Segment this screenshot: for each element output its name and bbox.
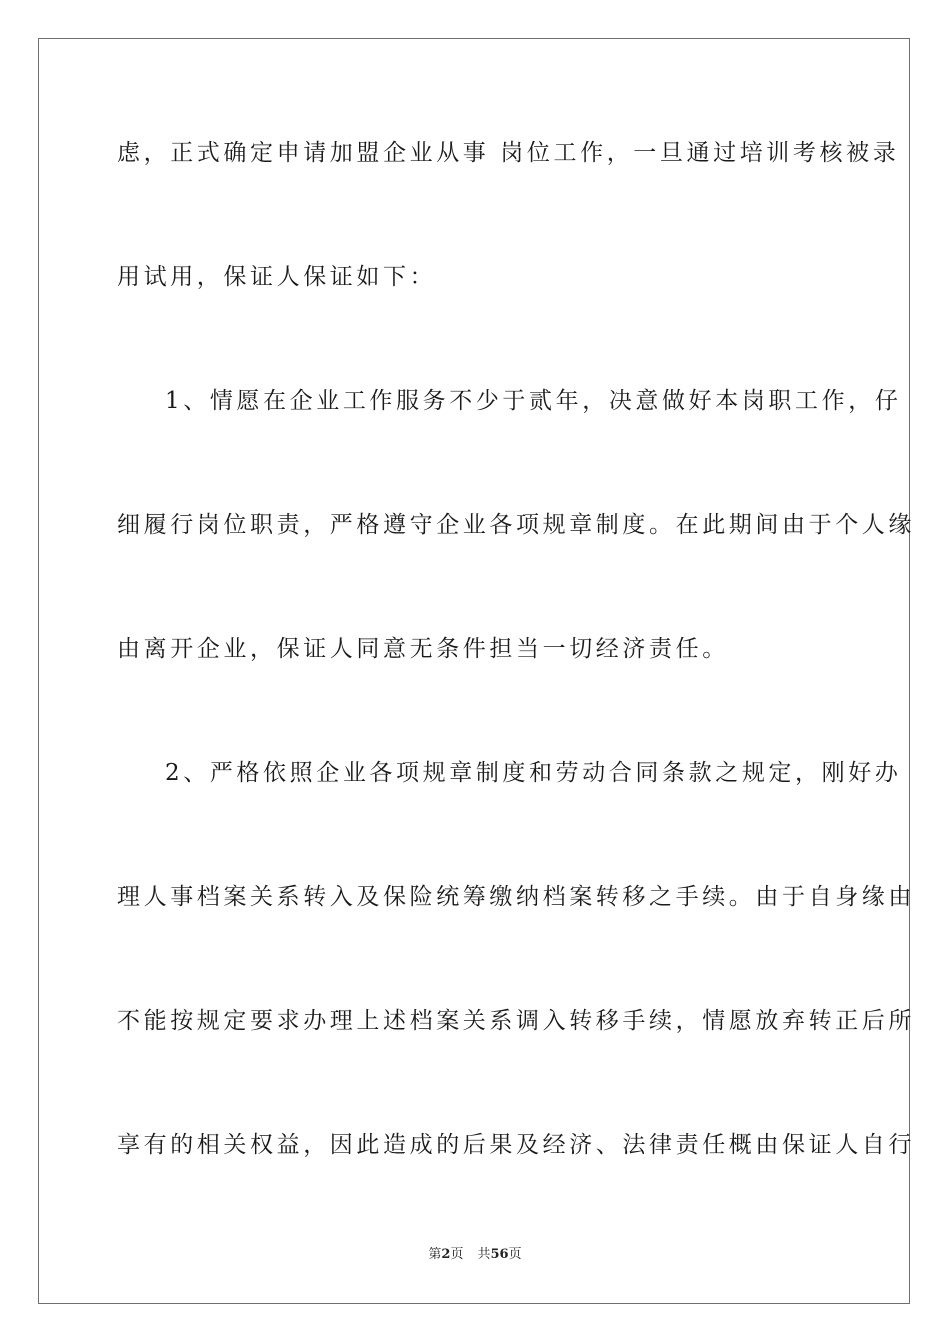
body-text-line: 虑，正式确定申请加盟企业从事 岗位工作，一旦通过培训考核被录 xyxy=(117,140,900,166)
body-text-line: 用试用，保证人保证如下： xyxy=(117,264,437,290)
body-text-line: 不能按规定要求办理上述档案关系调入转移手续，情愿放弃转正后所 xyxy=(117,1008,915,1034)
page-number: 2 xyxy=(441,1247,451,1262)
paragraph-2-start: 2、严格依照企业各项规章制度和劳动合同条款之规定，刚好办 xyxy=(165,760,902,786)
body-text-line: 由离开企业，保证人同意无条件担当一切经济责任。 xyxy=(117,636,729,662)
page-prefix: 第 xyxy=(428,1247,442,1262)
body-text-line: 细履行岗位职责，严格遵守企业各项规章制度。在此期间由于个人缘 xyxy=(117,512,915,538)
body-text-line: 享有的相关权益，因此造成的后果及经济、法律责任概由保证人自行 xyxy=(117,1132,915,1158)
page-border xyxy=(38,38,915,1304)
total-pages: 56 xyxy=(490,1247,509,1262)
total-suffix: 页 xyxy=(508,1247,522,1262)
page-suffix: 页 xyxy=(450,1247,464,1262)
page-footer xyxy=(0,1246,950,1264)
body-text-line: 理人事档案关系转入及保险统筹缴纳档案转移之手续。由于自身缘由 xyxy=(117,884,915,910)
paragraph-1-start: 1、情愿在企业工作服务不少于贰年，决意做好本岗职工作，仔 xyxy=(165,388,902,414)
total-prefix: 共 xyxy=(477,1247,491,1262)
